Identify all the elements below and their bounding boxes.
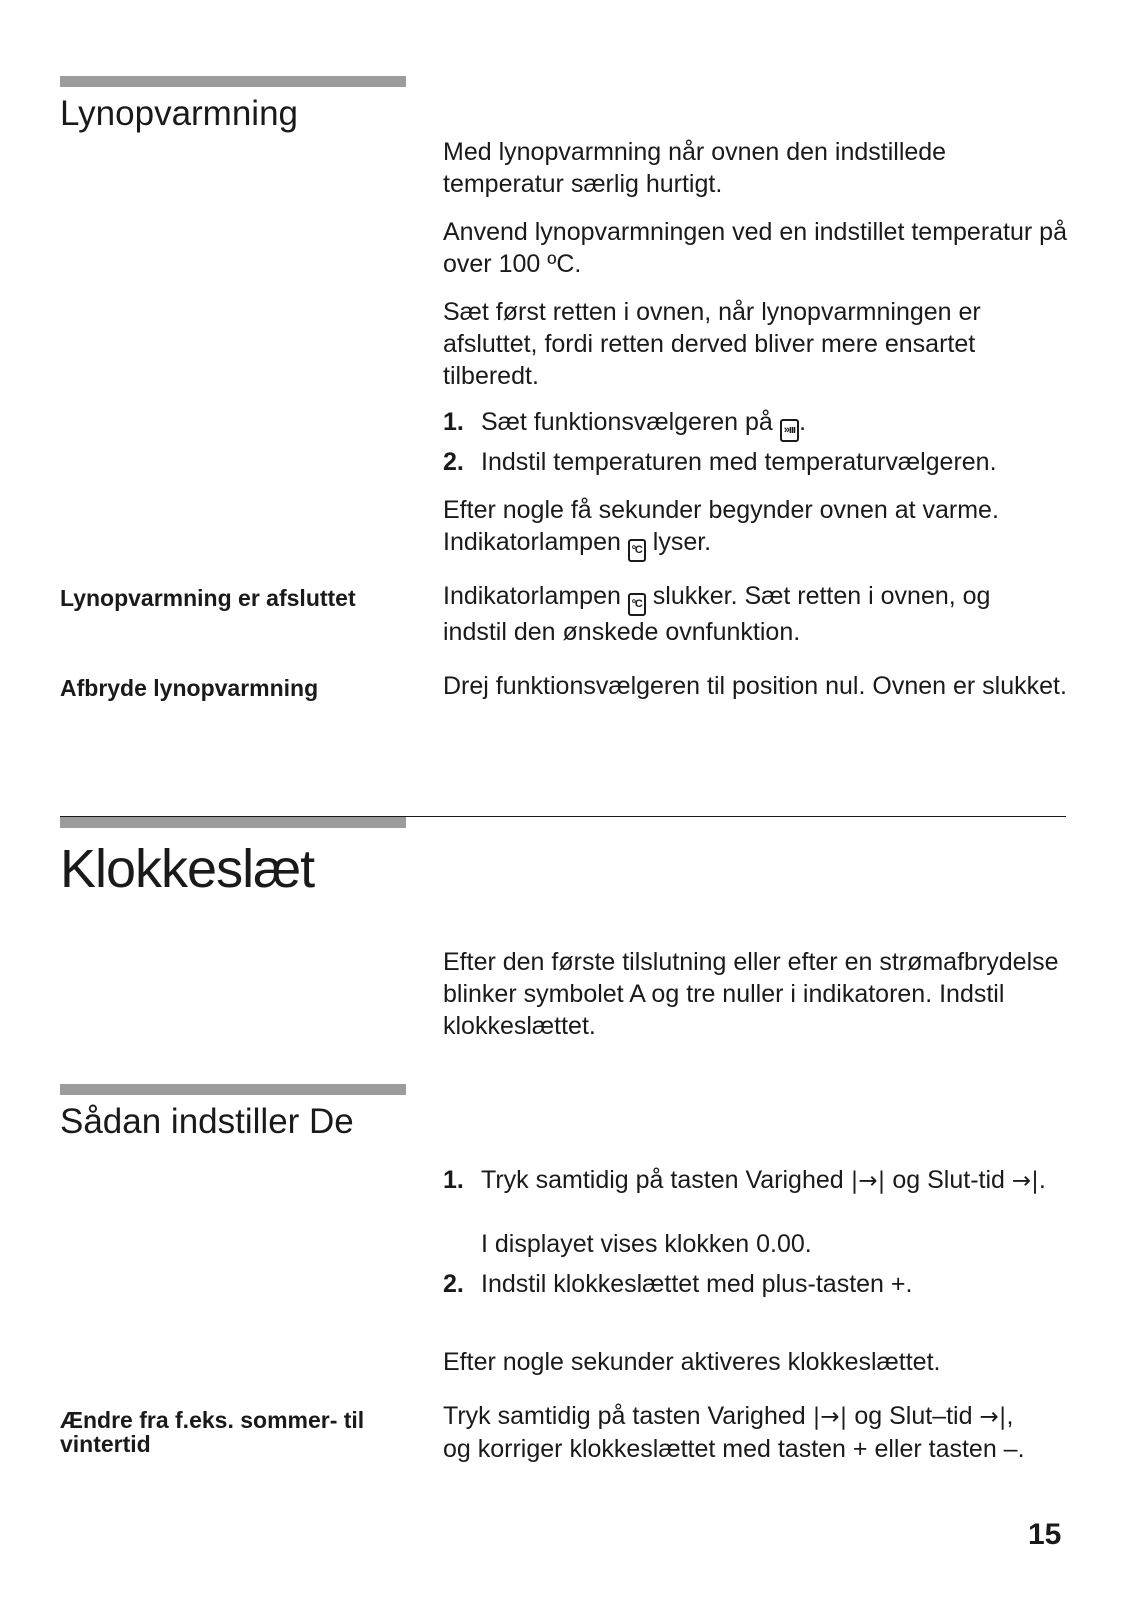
section-bar-klokkeslaet xyxy=(60,817,406,828)
after-steps-line-1: Efter nogle få sekunder begynder ovnen at varme. xyxy=(443,496,999,524)
label-afbryde-lynopvarmning: Afbryde lynopvarmning xyxy=(60,675,319,701)
paragraph-intro-3: Sæt først retten i ovnen, når lynopvarmningen er afsluttet, fordi retten derved bliver mere ensartet tilberedt. xyxy=(443,298,981,390)
change-line-1 xyxy=(443,1400,1103,1433)
end-time-icon: →| xyxy=(1011,1168,1039,1194)
step-number: 1. xyxy=(443,1166,464,1194)
duration-icon: |→| xyxy=(812,1404,848,1430)
label-lynopvarmning-afsluttet: Lynopvarmning er afsluttet xyxy=(60,585,356,611)
paragraph-done xyxy=(443,580,1073,648)
done-text: Indikatorlampen xyxy=(443,582,621,610)
after-steps-line-2 xyxy=(443,526,1073,562)
paragraph-change-time xyxy=(443,1400,1103,1465)
step-text: Tryk samtidig på tasten Varighed xyxy=(481,1166,844,1194)
duration-icon: |→| xyxy=(850,1168,886,1194)
paragraph-abort: Drej funktionsvælgeren til position nul. Ovnen er slukket. xyxy=(443,672,1067,700)
step-2 xyxy=(443,446,1083,478)
clock-step-2 xyxy=(443,1268,1083,1300)
after-steps-text-end: lyser. xyxy=(652,528,712,556)
change-line-2: og korriger klokkeslættet med tasten + eller tasten –. xyxy=(443,1435,1025,1463)
paragraph-after-steps xyxy=(443,494,1073,562)
step-1 xyxy=(443,406,1083,442)
step-number: 2. xyxy=(443,448,464,476)
step-text-cont: og Slut-tid xyxy=(892,1166,1005,1194)
change-text-cont: og Slut–tid xyxy=(854,1402,973,1430)
heading-saadan-indstiller-de: Sådan indstiller De xyxy=(60,1102,354,1141)
clock-step-1 xyxy=(443,1164,1083,1197)
indicator-lamp-icon: ºC xyxy=(628,539,646,562)
paragraph-clock-after: Efter nogle sekunder aktiveres klokkeslættet. xyxy=(443,1348,941,1376)
paragraph-klokkeslaet-intro: Efter den første tilslutning eller efter en strømafbrydelse blinker symbolet A og tre nuller i indikatoren. Indstil klokkeslættet. xyxy=(443,948,1059,1040)
section-bar-lynopvarmning xyxy=(60,76,406,87)
section-bar-saadan xyxy=(60,1084,406,1095)
paragraph-intro-2: Anvend lynopvarmningen ved en indstillet temperatur på over 100 ºC. xyxy=(443,218,1067,278)
paragraph-intro-1: Med lynopvarmning når ovnen den indstillede temperatur særlig hurtigt. xyxy=(443,138,947,198)
end-time-icon: →| xyxy=(979,1404,1007,1430)
indicator-lamp-icon: ºC xyxy=(628,593,646,616)
done-line-1 xyxy=(443,580,1073,616)
heading-lynopvarmning: Lynopvarmning xyxy=(60,94,299,133)
fast-heat-icon: »ııı xyxy=(780,419,799,442)
step-text-end: . xyxy=(799,408,807,436)
step-text: Sæt funktionsvælgeren på xyxy=(481,408,773,436)
done-text-cont: slukker. Sæt retten i ovnen, og xyxy=(652,582,991,610)
step-text: Indstil temperaturen med temperaturvælgeren. xyxy=(481,448,997,476)
step-number: 1. xyxy=(443,408,464,436)
change-text-comma: , xyxy=(1006,1402,1014,1430)
page-number: 15 xyxy=(1028,1518,1062,1551)
heading-klokkeslaet: Klokkeslæt xyxy=(60,839,315,899)
done-line-2: indstil den ønskede ovnfunktion. xyxy=(443,618,801,646)
step-text: Indstil klokkeslættet med plus-tasten +. xyxy=(481,1270,913,1298)
step-number: 2. xyxy=(443,1270,464,1298)
after-steps-text: Indikatorlampen xyxy=(443,528,621,556)
label-aendre-sommer-vintertid: Ændre fra f.eks. sommer- til vintertid xyxy=(60,1407,365,1457)
step-text-end: . xyxy=(1038,1166,1046,1194)
change-text: Tryk samtidig på tasten Varighed xyxy=(443,1402,806,1430)
clock-step-1-note: I displayet vises klokken 0.00. xyxy=(481,1230,812,1258)
